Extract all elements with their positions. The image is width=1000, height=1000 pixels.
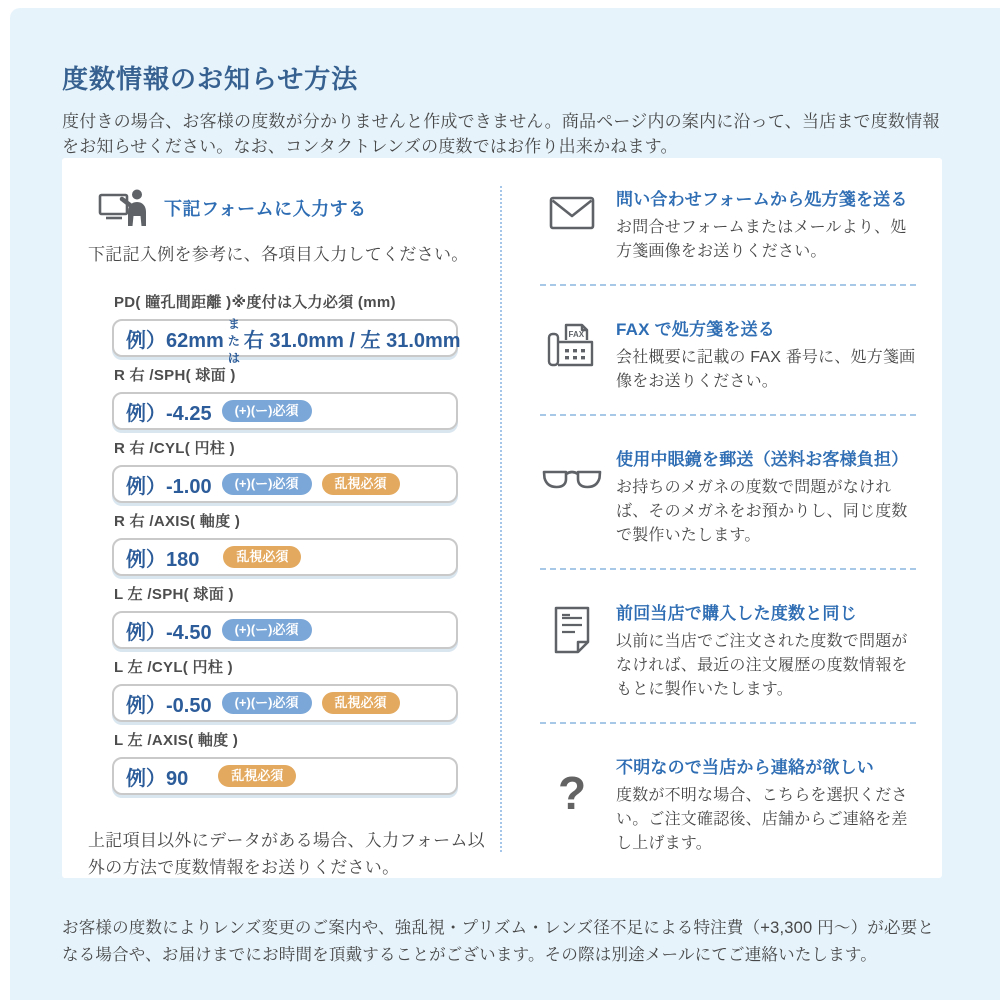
page-title: 度数情報のお知らせ方法 [62, 64, 359, 95]
form-header [98, 188, 492, 228]
footer-note: お客様の度数によりレンズ変更のご案内や、強乱視・プリズム・レンズ径不足による特注費（+3,300 円〜）が必要となる場合や、お届けまでにお時間を頂戴することがございます。その際は別途メールにてご連絡いたします。 [62, 918, 935, 964]
plus-minus-required-badge: (+)(ー)必須 [222, 619, 312, 641]
field-label-r-cyl: R 右 /CYL( 円柱 ) [114, 440, 235, 457]
form-instruction: 下記記入例を参考に、各項目入力してください。 [88, 245, 469, 264]
method-body: お問合せフォームまたはメールより、処方箋画像をお送りください。 [616, 219, 907, 260]
method-title: 問い合わせフォームから処方箋を送る [616, 190, 908, 209]
form-heading: 下記フォームに入力する [164, 199, 367, 219]
example-value: 例）-0.50 [126, 694, 212, 717]
example-box-pd [112, 316, 461, 365]
astigmatism-required-badge: 乱視必須 [322, 692, 400, 714]
field-label-pd: PD( 瞳孔間距離 )※度付は入力必須 (mm) [114, 294, 396, 311]
mail-icon [540, 188, 604, 264]
method-title: 不明なので当店から連絡が欲しい [616, 758, 874, 777]
method-body: 度数が不明な場合、こちらを選択ください。ご注文確認後、店舗からご連絡を差し上げます。 [616, 787, 908, 852]
method-body: 以前に当店でご注文された度数で問題がなければ、最近の注文履歴の度数情報をもとに製作いたします。 [616, 633, 908, 698]
methods-section [540, 188, 916, 876]
method-item-mail-glasses [540, 448, 916, 570]
field-label-r-sph: R 右 /SPH( 球面 ) [114, 367, 236, 384]
method-item-fax [540, 318, 916, 416]
astigmatism-required-badge: 乱視必須 [223, 546, 301, 568]
method-title: 前回当店で購入した度数と同じ [616, 604, 857, 623]
astigmatism-required-badge: 乱視必須 [218, 765, 296, 787]
plus-minus-required-badge: (+)(ー)必須 [222, 400, 312, 422]
example-or-text: または [227, 316, 240, 365]
question-mark-glyph: ? [557, 767, 587, 819]
fax-icon-label: FAX [568, 330, 585, 339]
example-value: 例）180 [126, 548, 200, 571]
field-label-l-axis: L 左 /AXIS( 軸度 ) [114, 732, 239, 749]
intro-text: 度付きの場合、お客様の度数が分かりませんと作成できません。商品ページ内の案内に沿って、当店まで度数情報をお知らせください。なお、コンタクトレンズの度数ではお作り出来かねます。 [62, 112, 940, 156]
question-icon [540, 756, 604, 856]
content-card [62, 158, 942, 878]
fax-icon [540, 318, 604, 394]
example-value: 例）62mm [126, 329, 224, 352]
example-box-l-sph [112, 611, 458, 649]
method-body: 会社概要に記載の FAX 番号に、処方箋画像をお送りください。 [616, 349, 916, 390]
form-fields [112, 293, 461, 795]
example-box-r-sph [112, 392, 458, 430]
method-item-contact-me [540, 756, 916, 876]
method-title: FAX で処方箋を送る [616, 320, 775, 339]
method-item-previous-order [540, 602, 916, 724]
field-label-r-axis: R 右 /AXIS( 軸度 ) [114, 513, 241, 530]
example-value: 例）-4.50 [126, 621, 212, 644]
field-label-l-sph: L 左 /SPH( 球面 ) [114, 586, 234, 603]
example-value: 例）90 [126, 767, 189, 790]
column-divider [500, 186, 502, 852]
example-box-r-axis [112, 538, 458, 576]
glasses-icon [540, 448, 604, 548]
example-box-l-axis [112, 757, 458, 795]
computer-person-icon [98, 188, 150, 228]
example-value: 例）-1.00 [126, 475, 212, 498]
example-box-r-cyl [112, 465, 458, 503]
method-title: 使用中眼鏡を郵送（送料お客様負担） [616, 450, 909, 469]
example-box-l-cyl [112, 684, 458, 722]
form-note: 上記項目以外にデータがある場合、入力フォーム以外の方法で度数情報をお送りください。 [88, 831, 486, 877]
field-label-l-cyl: L 左 /CYL( 円柱 ) [114, 659, 233, 676]
astigmatism-required-badge: 乱視必須 [322, 473, 400, 495]
method-body: お持ちのメガネの度数で問題がなければ、そのメガネをお預かりし、同じ度数で製作いたします。 [616, 479, 908, 544]
plus-minus-required-badge: (+)(ー)必須 [222, 692, 312, 714]
plus-minus-required-badge: (+)(ー)必須 [222, 473, 312, 495]
document-icon [540, 602, 604, 702]
example-value-suffix: 右 31.0mm / 左 31.0mm [243, 329, 461, 352]
form-section [88, 188, 492, 881]
example-value: 例）-4.25 [126, 402, 212, 425]
method-item-contact-form [540, 188, 916, 286]
